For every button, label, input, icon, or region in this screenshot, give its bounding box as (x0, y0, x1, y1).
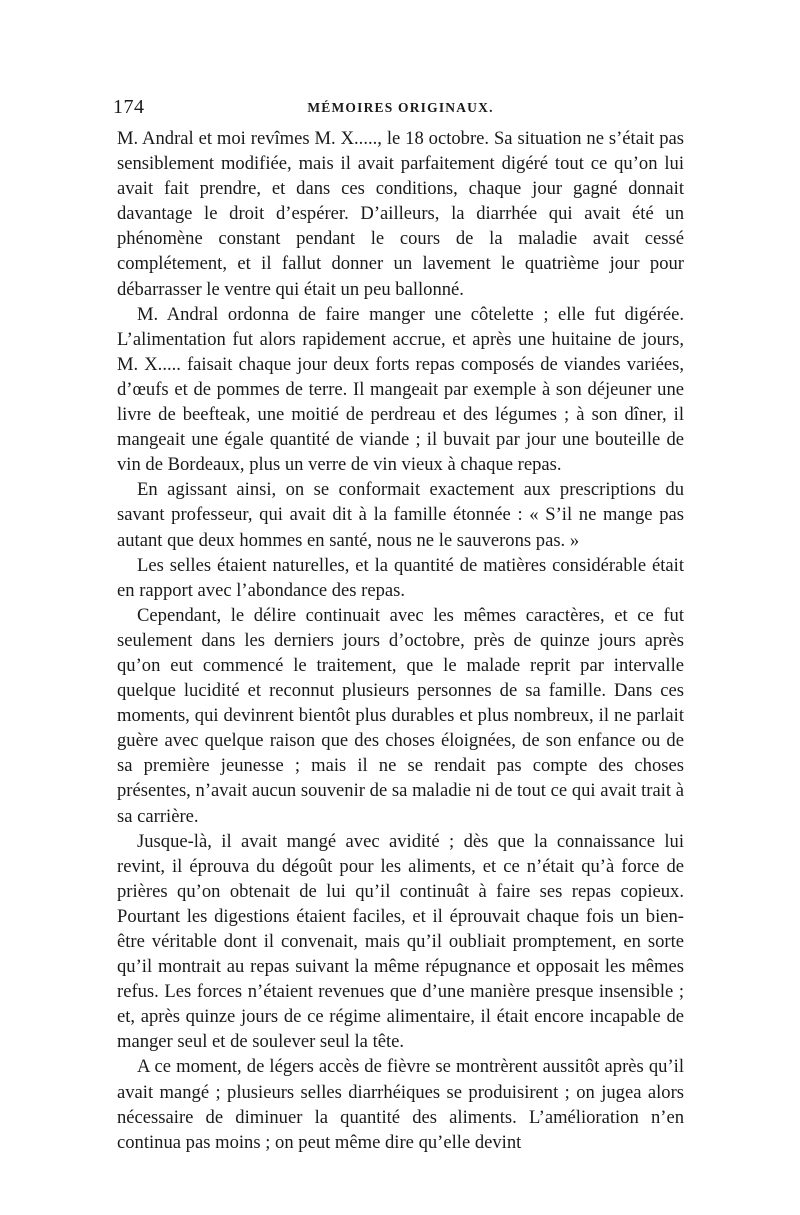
paragraph: M. Andral et moi revîmes M. X....., le 18 octobre. Sa situation ne s’était pas sensiblement modifiée, mais il avait parfaitement digéré tout ce qu’on lui avait fait prendre, et dans ces conditions, chaque jour gagné donnait davantage le droit d’espérer. D’ailleurs, la diarrhée qui avait été un phénomène constant pendant le cours de la maladie avait cessé complétement, et il fallut donner un lavement le quatrième jour pour débarrasser le ventre qui était un peu ballonné. (117, 128, 684, 300)
running-header-title: MÉMOIRES ORIGINAUX. (307, 100, 494, 115)
page-number: 174 (113, 96, 145, 118)
document-page (113, 96, 684, 1155)
running-header (113, 96, 684, 126)
paragraph: Jusque-là, il avait mangé avec avidité ; dès que la connaissance lui revint, il éprouva du dégoût pour les aliments, et ce n’était qu’à force de prières qu’on obtenait de lui qu’il continuât à faire ses repas copieux. Pourtant les digestions étaient faciles, et il éprouvait chaque fois un bien-être véritable dont il convenait, mais qu’il oubliait promptement, en sorte qu’il montrait au repas suivant la même répugnance et opposait les mêmes refus. Les forces n’étaient revenues que d’une manière presque insensible ; et, après quinze jours de ce régime alimentaire, il était encore incapable de manger seul et de soulever seul la tête. (117, 830, 684, 1053)
paragraph: En agissant ainsi, on se conformait exactement aux prescriptions du savant professeur, qui avait dit à la famille étonnée : « S’il ne mange pas autant que deux hommes en santé, nous ne le sauverons pas. » (117, 479, 684, 551)
paragraph: Cependant, le délire continuait avec les mêmes caractères, et ce fut seulement dans les derniers jours d’octobre, près de quinze jours après qu’on eut commencé le traitement, que le malade reprit par intervalle quelque lucidité et reconnut plusieurs personnes de sa famille. Dans ces moments, qui devinrent bientôt plus durables et plus nombreux, il ne parlait guère avec quelque raison que des choses éloignées, de son enfance ou de sa première jeunesse ; mais il ne se rendait pas compte des choses présentes, n’avait aucun souvenir de sa maladie ni de tout ce qui avait trait à sa carrière. (117, 604, 684, 827)
body-text (117, 126, 684, 1155)
paragraph: Les selles étaient naturelles, et la quantité de matières considérable était en rapport avec l’abondance des repas. (117, 554, 684, 601)
paragraph: M. Andral ordonna de faire manger une côtelette ; elle fut digérée. L’alimentation fut alors rapidement accrue, et après une huitaine de jours, M. X..... faisait chaque jour deux forts repas composés de viandes variées, d’œufs et de pommes de terre. Il mangeait par exemple à son déjeuner une livre de beefteak, une moitié de perdreau et des légumes ; à son dîner, il mangeait une égale quantité de viande ; il buvait par jour une bouteille de vin de Bordeaux, plus un verre de vin vieux à chaque repas. (117, 303, 684, 476)
paragraph: A ce moment, de légers accès de fièvre se montrèrent aussitôt après qu’il avait mangé ; plusieurs selles diarrhéiques se produisirent ; on jugea alors nécessaire de diminuer la quantité des aliments. L’amélioration n’en continua pas moins ; on peut même dire qu’elle devint (117, 1056, 684, 1153)
